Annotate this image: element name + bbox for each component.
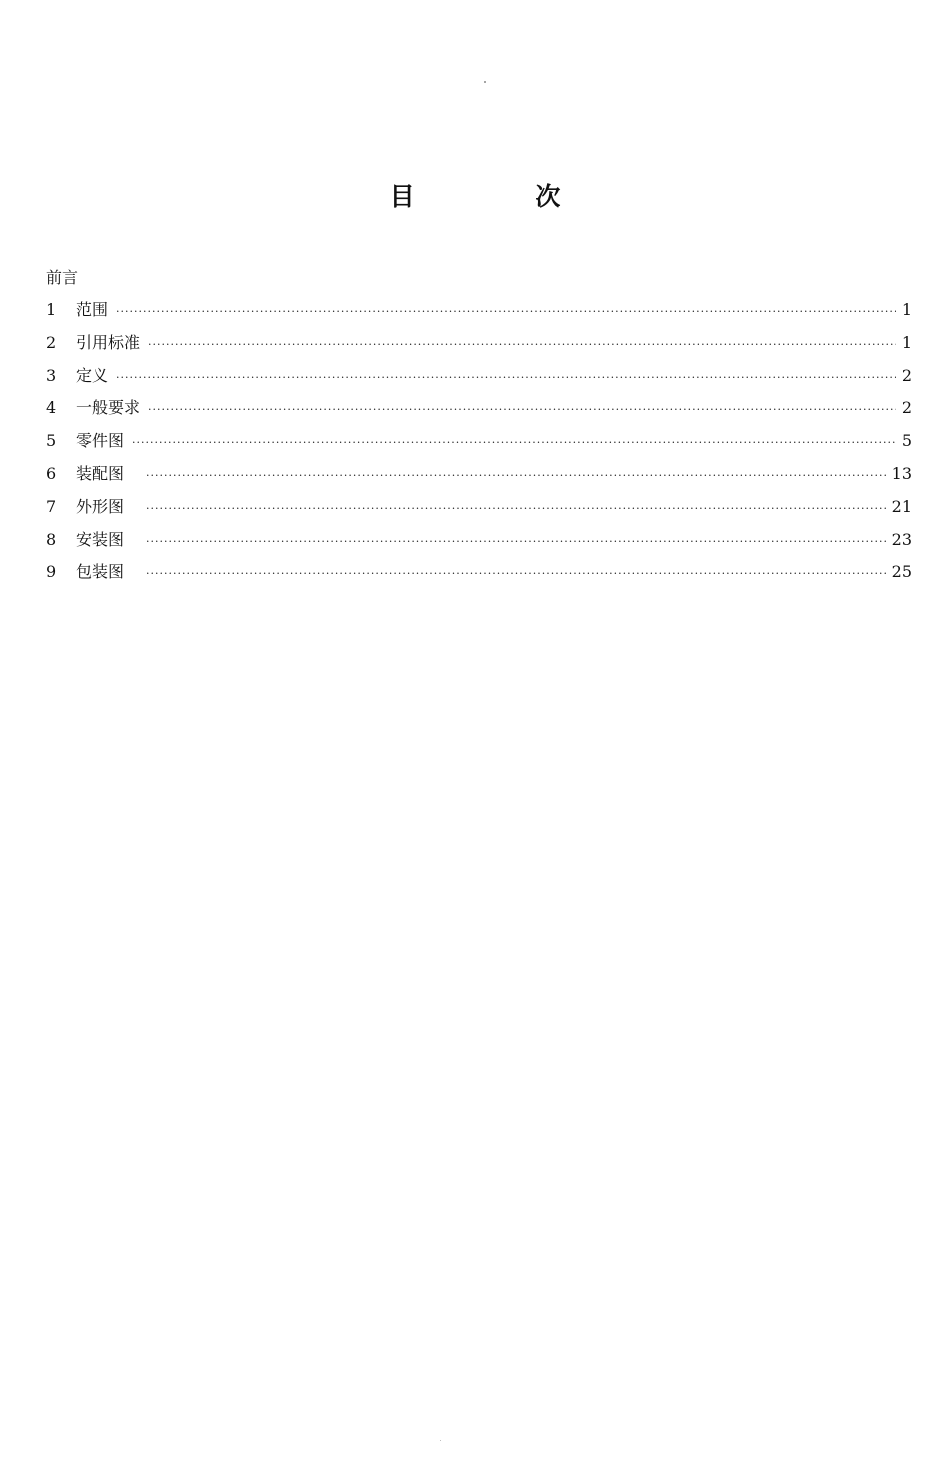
toc-entry-label: 装配图 [76,463,125,483]
toc-entry-number: 5 [46,431,57,451]
toc-entry-page: 1 [901,300,912,319]
toc-entry-page: 5 [901,431,912,451]
toc-entry[interactable] [46,556,912,589]
toc-dot-leader [148,329,896,362]
toc-entry[interactable] [46,491,912,524]
toc-entry-number: 8 [46,529,57,549]
toc-entry-label: 一般要求 [76,398,141,418]
toc-entry-page: 21 [891,496,912,516]
toc-entry-page: 25 [891,562,912,582]
page-title: 目 次 [389,182,617,211]
toc-dot-leader [146,526,886,559]
toc-entry-number: 3 [46,365,57,385]
toc-dot-leader [132,427,896,460]
toc-entry-number: 7 [46,496,57,516]
toc-entry-number: 2 [46,332,57,352]
toc-entry[interactable] [46,458,912,491]
toc-entry-page: 23 [891,529,912,549]
toc-entry[interactable] [46,327,912,360]
toc-entry-number: 4 [46,398,57,418]
toc-entry[interactable] [46,425,912,458]
toc-entry-page: 2 [901,398,912,418]
toc-dot-leader [116,362,896,395]
toc-entry-page: 13 [891,463,912,483]
toc-entry-label: 定义 [76,365,109,385]
toc-entry-label: 范围 [76,300,109,319]
toc-preface[interactable]: 前言 [46,268,79,287]
toc-entry-label: 包装图 [76,562,125,582]
toc-dot-leader [146,460,886,493]
scan-speck [440,1440,441,1441]
toc-entry-label: 外形图 [76,496,125,516]
toc-entry[interactable] [46,360,912,393]
toc-entry-label: 安装图 [76,529,125,549]
toc-entry[interactable] [46,294,912,327]
table-of-contents [46,262,912,589]
toc-dot-leader [148,394,896,427]
toc-entry-label: 零件图 [76,431,125,451]
scan-speck [484,81,486,83]
toc-entry[interactable] [46,392,912,425]
toc-dot-leader [146,493,886,526]
toc-entry-page: 1 [901,332,912,352]
toc-entry[interactable] [46,524,912,557]
toc-entry-number: 6 [46,463,57,483]
toc-entry-label: 引用标准 [76,332,141,352]
toc-dot-leader [146,558,886,591]
toc-entry-number: 9 [46,562,57,582]
toc-entry-page: 2 [901,365,912,385]
toc-dot-leader [116,296,896,329]
toc-entry-number: 1 [46,300,57,319]
